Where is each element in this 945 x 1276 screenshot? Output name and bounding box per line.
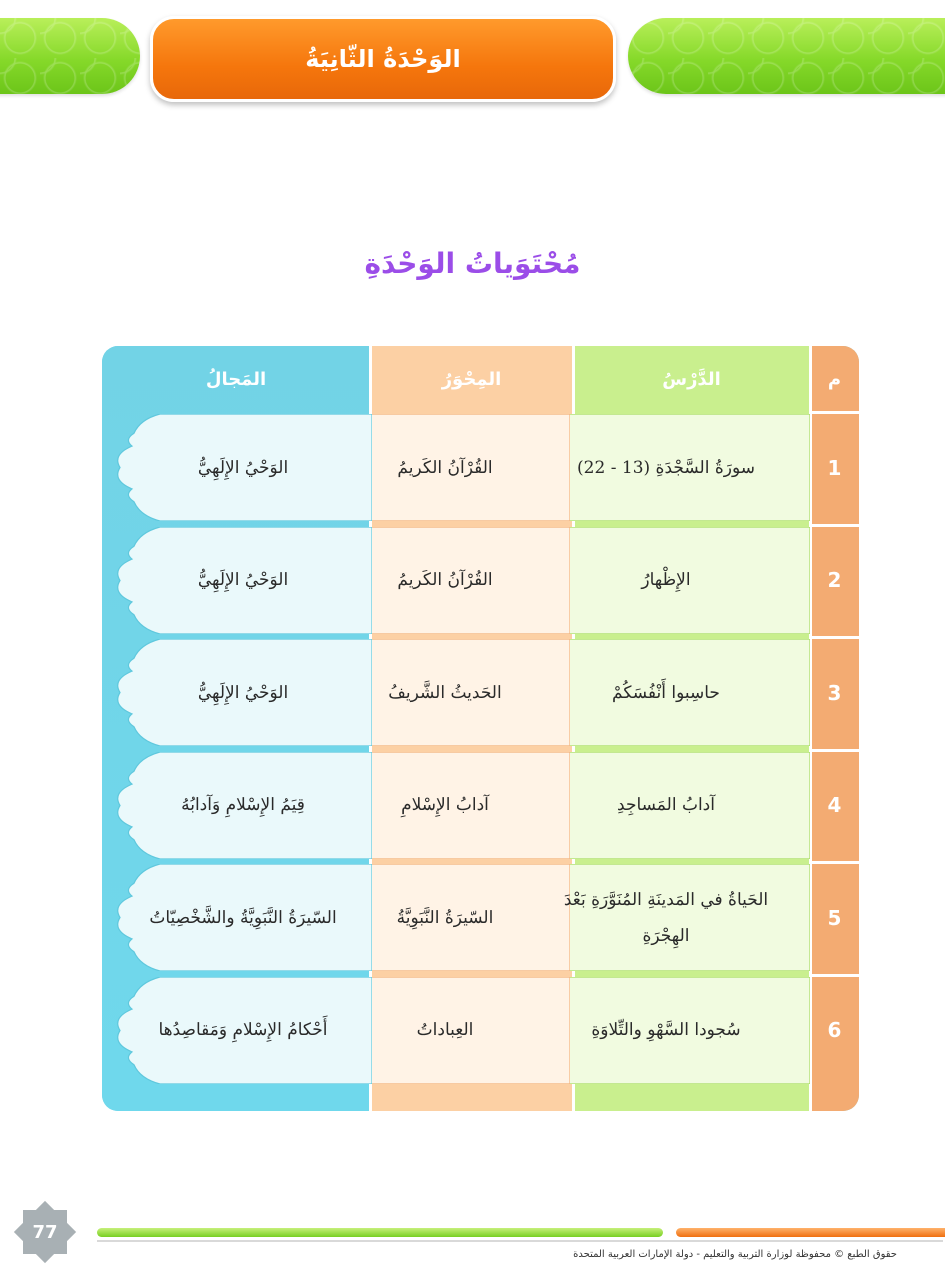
field-cell (114, 414, 372, 521)
copyright-text: حقوق الطبع © محفوظة لوزارة التربية والتعليم - دولة الإمارات العربية المتحدة (573, 1249, 897, 1260)
row-number: 4 (827, 793, 842, 817)
header-bar-left (0, 18, 140, 94)
lesson-text: سُجودا السَّهْوِ والتِّلاوَةِ (591, 1020, 741, 1040)
header-lesson: الدَّرْسُ (662, 368, 721, 390)
row-number: 2 (827, 568, 842, 592)
header-pattern (628, 18, 945, 94)
axis-text: الحَديثُ الشَّريفُ (388, 682, 502, 703)
field-text: قِيَمُ الإِسْلامِ وَآدابُهُ (181, 795, 305, 815)
row-number: 5 (827, 905, 842, 930)
header-number: م (827, 368, 842, 390)
footer-line-orange (676, 1228, 945, 1237)
header-axis: المِحْوَرُ (441, 368, 502, 390)
field-text: الوَحْيُ الإِلَهِيُّ (197, 570, 289, 590)
lesson-text: الحَياةُ في المَدينَةِ المُنَوَّرَةِ بَعْدَ الهِجْرَةِ (563, 889, 769, 946)
field-text: الوَحْيُ الإِلَهِيُّ (197, 682, 289, 703)
header-pattern (0, 18, 140, 94)
row-number: 6 (827, 1018, 842, 1042)
field-cell (114, 977, 372, 1084)
field-cell (114, 639, 372, 746)
unit-title: الوَحْدَةُ الثّانِيَةُ (150, 16, 616, 102)
axis-text: العِباداتُ (416, 1020, 474, 1040)
field-text: أَحْكامُ الإِسْلامِ وَمَقاصِدُها (158, 1020, 328, 1040)
row-number: 3 (827, 680, 842, 705)
lesson-text: سورَةُ السَّجْدَةِ (13 - 22) (577, 457, 755, 478)
page-number: 77 (32, 1221, 58, 1243)
field-text: الوَحْيُ الإِلَهِيُّ (197, 457, 289, 478)
axis-text: آدابُ الإِسْلامِ (401, 795, 489, 815)
lesson-text: الإِظْهارُ (641, 570, 691, 590)
header-bar-right (628, 18, 945, 94)
axis-text: القُرْآنُ الكَريمُ (397, 457, 493, 478)
footer-line-green (97, 1228, 663, 1237)
axis-text: السّيرَةُ النَّبَوِيَّةُ (396, 907, 494, 928)
field-cell (114, 752, 372, 859)
axis-text: القُرْآنُ الكَريمُ (397, 570, 493, 590)
footer-line-grey (97, 1240, 943, 1242)
field-cell (114, 527, 372, 634)
field-cell (114, 864, 372, 971)
field-text: السّيرَةُ النَّبَوِيَّةُ والشَّخْصِيّاتُ (149, 907, 337, 928)
contents-title: مُحْتَوَياتُ الوَحْدَةِ (364, 247, 581, 280)
lesson-text: حاسِبوا أَنْفُسَكُمْ (612, 682, 720, 703)
row-number: 1 (827, 455, 842, 480)
contents-table (102, 346, 859, 1111)
header-field: المَجالُ (205, 368, 267, 390)
lesson-text: آدابُ المَساجِدِ (617, 795, 715, 815)
